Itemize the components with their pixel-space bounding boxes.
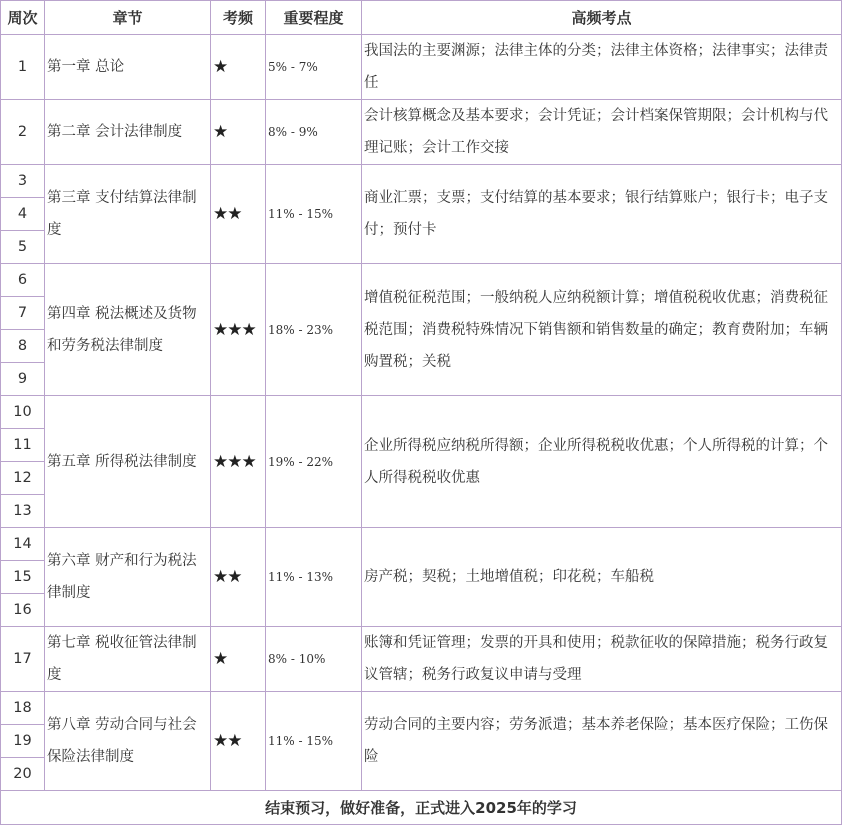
table-row [1,627,842,692]
chapter-title: 第一章 总论 [45,35,211,100]
chapter-title: 第四章 税法概述及货物和劳务税法律制度 [45,264,211,396]
header-frequency: 考频 [211,1,266,35]
key-points: 房产税；契税；土地增值税；印花税；车船税 [362,528,842,627]
key-points: 劳动合同的主要内容；劳务派遣；基本养老保险；基本医疗保险；工伤保险 [362,692,842,791]
key-points: 我国法的主要渊源；法律主体的分类；法律主体资格；法律事实；法律责任 [362,35,842,100]
importance-range: 18% - 23% [266,264,362,396]
week-number: 1 [1,35,45,100]
key-points: 会计核算概念及基本要求；会计凭证；会计档案保管期限；会计机构与代理记账；会计工作交接 [362,100,842,165]
week-number: 4 [1,198,45,231]
week-number: 5 [1,231,45,264]
header-row [1,1,842,35]
frequency-stars: ★★★ [211,264,266,396]
week-number: 19 [1,725,45,758]
header-chapter: 章节 [45,1,211,35]
frequency-stars: ★★ [211,528,266,627]
chapter-title: 第三章 支付结算法律制度 [45,165,211,264]
header-key-points: 高频考点 [362,1,842,35]
frequency-stars: ★ [211,35,266,100]
importance-range: 8% - 10% [266,627,362,692]
week-number: 3 [1,165,45,198]
table-row [1,165,842,198]
frequency-stars: ★★ [211,165,266,264]
table-row [1,264,842,297]
table-row [1,35,842,100]
key-points: 增值税征税范围；一般纳税人应纳税额计算；增值税税收优惠；消费税征税范围；消费税特殊情况下销售额和销售数量的确定；教育费附加；车辆购置税；关税 [362,264,842,396]
chapter-title: 第八章 劳动合同与社会保险法律制度 [45,692,211,791]
week-number: 6 [1,264,45,297]
week-number: 18 [1,692,45,725]
key-points: 商业汇票；支票；支付结算的基本要求；银行结算账户；银行卡；电子支付；预付卡 [362,165,842,264]
frequency-stars: ★ [211,100,266,165]
study-plan-body [1,35,842,791]
frequency-stars: ★★ [211,692,266,791]
week-number: 11 [1,429,45,462]
key-points: 账簿和凭证管理；发票的开具和使用；税款征收的保障措施；税务行政复议管辖；税务行政复议申请与受理 [362,627,842,692]
header-importance: 重要程度 [266,1,362,35]
week-number: 14 [1,528,45,561]
table-row [1,396,842,429]
importance-range: 11% - 13% [266,528,362,627]
week-number: 17 [1,627,45,692]
frequency-stars: ★ [211,627,266,692]
week-number: 20 [1,758,45,791]
week-number: 12 [1,462,45,495]
week-number: 10 [1,396,45,429]
importance-range: 11% - 15% [266,692,362,791]
week-number: 15 [1,561,45,594]
frequency-stars: ★★★ [211,396,266,528]
chapter-title: 第五章 所得税法律制度 [45,396,211,528]
week-number: 7 [1,297,45,330]
footer-row [1,791,842,825]
importance-range: 11% - 15% [266,165,362,264]
table-row [1,100,842,165]
table-row [1,528,842,561]
footer-note: 结束预习，做好准备，正式进入2025年的学习 [1,791,842,825]
key-points: 企业所得税应纳税所得额；企业所得税税收优惠；个人所得税的计算；个人所得税税收优惠 [362,396,842,528]
importance-range: 5% - 7% [266,35,362,100]
week-number: 2 [1,100,45,165]
header-week: 周次 [1,1,45,35]
week-number: 8 [1,330,45,363]
week-number: 13 [1,495,45,528]
chapter-title: 第七章 税收征管法律制度 [45,627,211,692]
chapter-title: 第六章 财产和行为税法律制度 [45,528,211,627]
importance-range: 8% - 9% [266,100,362,165]
week-number: 16 [1,594,45,627]
chapter-title: 第二章 会计法律制度 [45,100,211,165]
week-number: 9 [1,363,45,396]
importance-range: 19% - 22% [266,396,362,528]
table-row [1,692,842,725]
